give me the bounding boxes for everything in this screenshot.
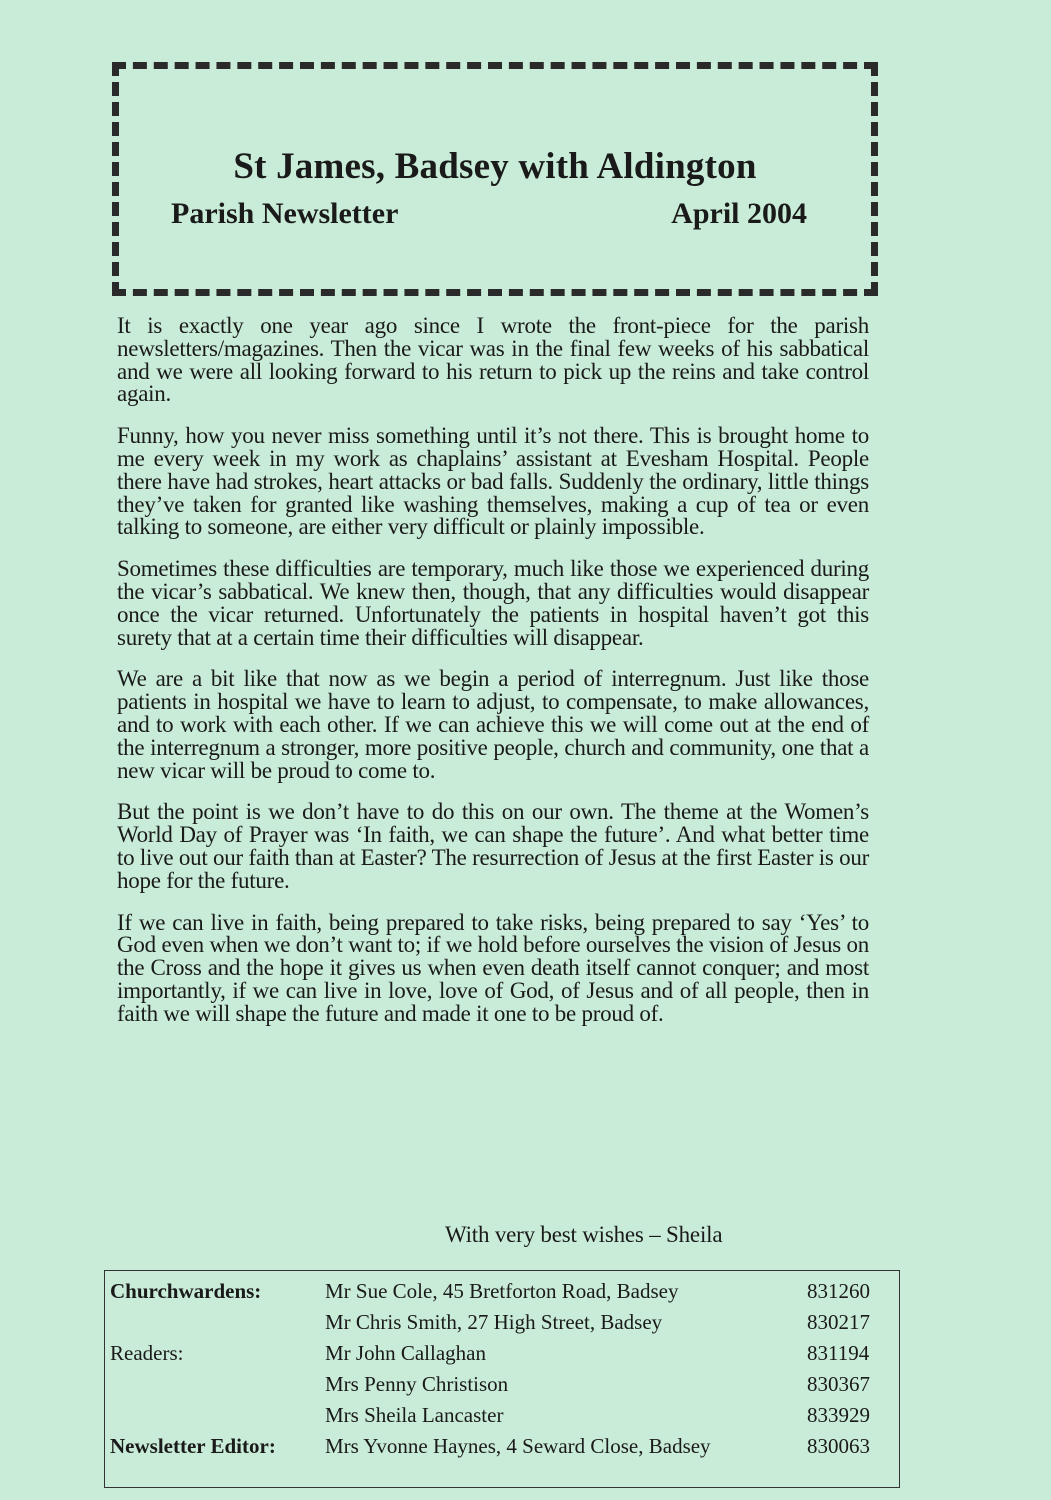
contact-role (110, 1403, 325, 1434)
contact-phone: 831260 (807, 1279, 870, 1303)
table-row (110, 1403, 887, 1434)
paragraph: We are a bit like that now as we begin a period of interregnum. Just like those patients in hospital we have to learn to adjust, to compensate, to make allowances, and to work with each other. If we can achieve this we will come out at the end of the interregnum a stronger, more positive people, church and community, one that a new vicar will be proud to come to. (117, 666, 869, 783)
article-body (117, 315, 869, 1045)
contact-role (110, 1372, 325, 1403)
newsletter-date: April 2004 (671, 197, 807, 230)
contact-role: Newsletter Editor: (110, 1434, 276, 1458)
header-subtitle-row (171, 197, 807, 231)
contact-phone: 833929 (807, 1403, 870, 1427)
newsletter-subtitle: Parish Newsletter (171, 197, 399, 230)
contacts-table (110, 1279, 887, 1465)
contact-name: Mrs Penny Christison (325, 1372, 509, 1396)
table-row (110, 1341, 887, 1372)
contact-name: Mr Chris Smith, 27 High Street, Badsey (325, 1310, 663, 1334)
paragraph: If we can live in faith, being prepared to take risks, being prepared to say ‘Yes’ to God even when we don’t want to; if we hold before ourselves the vision of Jesus on the Cross and the hope it gives us when even death itself cannot conquer; and most importantly, if we can live in love, love of God, of Jesus and of all people, then in faith we will shape the future and made it one to be proud of. (117, 909, 869, 1026)
contact-name: Mr Sue Cole, 45 Bretforton Road, Badsey (325, 1279, 679, 1303)
table-row (110, 1310, 887, 1341)
contact-phone: 830367 (807, 1372, 870, 1396)
contact-name: Mrs Sheila Lancaster (325, 1403, 504, 1427)
contact-name: Mr John Callaghan (325, 1341, 486, 1365)
newsletter-title: St James, Badsey with Aldington (233, 146, 757, 187)
paragraph: Funny, how you never miss something until it’s not there. This is brought home to me every week in my work as chaplains’ assistant at Evesham Hospital. People there have had strokes, heart attacks or bad falls. Suddenly the ordinary, little things they’ve taken for granted like washing themselves, making a cup of tea or even talking to someone, are either very difficult or plainly impossible. (117, 423, 869, 540)
table-row (110, 1434, 887, 1465)
contact-name: Mrs Yvonne Haynes, 4 Seward Close, Badsey (325, 1434, 711, 1458)
contact-phone: 830217 (807, 1310, 870, 1334)
contact-role: Churchwardens: (110, 1279, 262, 1303)
header-box (112, 62, 878, 296)
contact-role: Readers: (110, 1341, 184, 1365)
contact-role (110, 1310, 325, 1341)
paragraph: It is exactly one year ago since I wrote the front-piece for the parish newsletters/magazines. Then the vicar was in the final few weeks of his sabbatical and we were all looking forward to his return to pick up the reins and take control again. (117, 313, 869, 407)
contact-phone: 831194 (807, 1341, 870, 1365)
paragraph: Sometimes these difficulties are temporary, much like those we experienced during the vicar’s sabbatical. We knew then, though, that any difficulties would disappear once the vicar returned. Unfortunately the patients in hospital haven’t got this surety that at a certain time their difficulties will disappear. (117, 556, 869, 650)
paragraph: But the point is we don’t have to do this on our own. The theme at the Women’s World Day of Prayer was ‘In faith, we can shape the future’. And what better time to live out our faith than at Easter? The resurrection of Jesus at the first Easter is our hope for the future. (117, 799, 869, 893)
contacts-box (104, 1270, 900, 1488)
signoff: With very best wishes – Sheila (445, 1222, 723, 1247)
table-row (110, 1372, 887, 1403)
table-row (110, 1279, 887, 1310)
contact-phone: 830063 (807, 1434, 870, 1458)
